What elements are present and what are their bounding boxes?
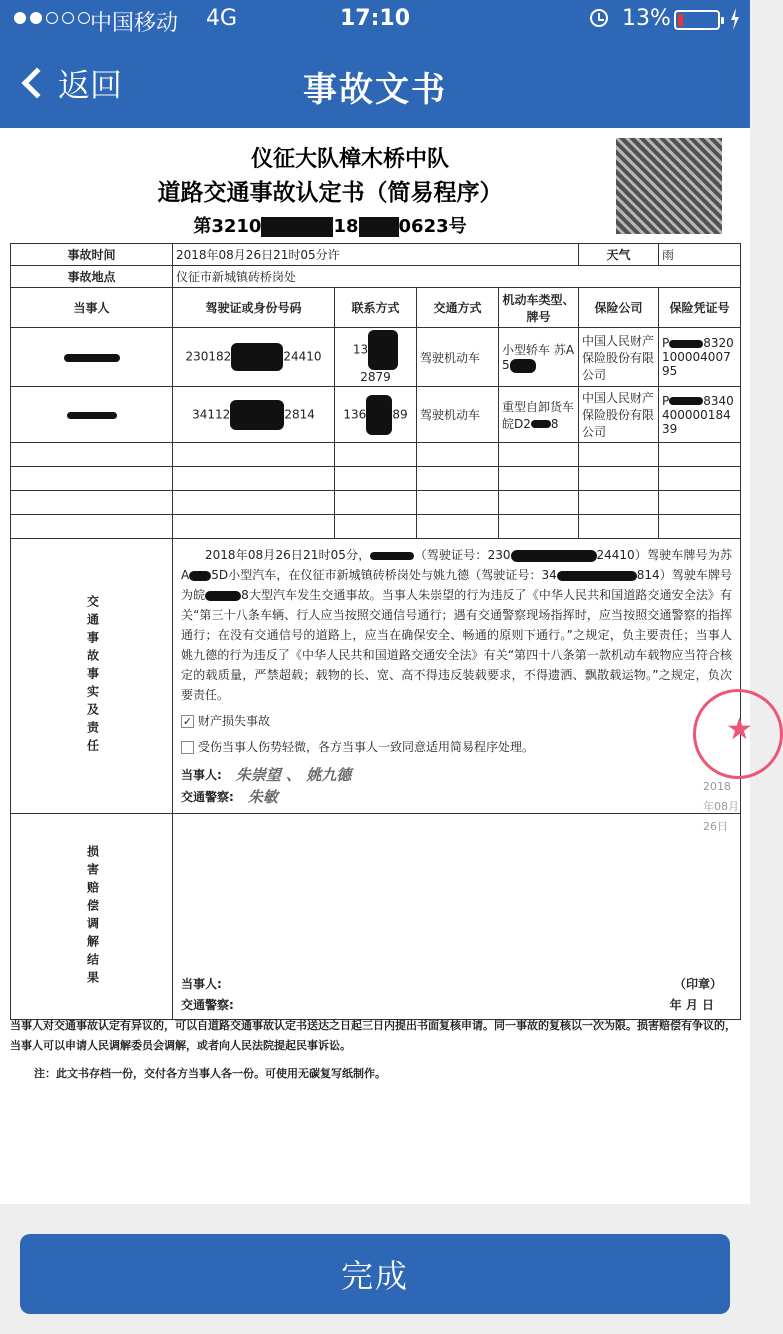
star-icon: ★	[726, 712, 753, 747]
accident-document	[0, 128, 753, 1204]
label-accident-time: 事故时间	[11, 244, 173, 266]
top-bar	[0, 0, 750, 128]
document-number: 第3210 18 0623号	[193, 216, 467, 237]
party-signature: 朱崇望 、 姚九德	[235, 766, 352, 784]
accident-place-value: 仪征市新城镇砖桥岗处	[173, 266, 741, 288]
party-name	[11, 328, 173, 387]
header-policy: 保险凭证号	[659, 288, 741, 328]
battery-icon	[674, 10, 720, 30]
charging-icon	[730, 8, 740, 30]
network-type: 4G	[206, 6, 238, 31]
party-license: 34112 2814	[173, 387, 335, 443]
facts-paragraph: 2018年08月26日21时05分， （驾驶证号：230 24410）驾驶车牌号为苏A 5D小型汽车，在仪征市新城镇砖桥岗处与姚九德（驾驶证号：34 814）驾驶车牌号为皖 8大型汽车发生交通事故。当事人朱崇望的行为违反了《中华人民共和国道路交通安全法》有关“第三十八条车辆、行人应当按照交通信号通行；遇有交通警察现场指挥时，应当按照交通警察的指挥通行；在没有交通信号的道路上，应当在确保安全、畅通的原则下通行。”之规定，负主要责任；当事人姚九德的行为违反了《中华人民共和国道路交通安全法》有关“第四十八条第一款机动车载物应当符合核定的载质量，严禁超载；载物的长、宽、高不得违反装载要求，不得遗洒、飘散载运物。”之规定，负次要责任。	[181, 548, 732, 702]
party-vehicle: 重型自卸货车 皖D2 8	[499, 387, 579, 443]
label-accident-place: 事故地点	[11, 266, 173, 288]
battery-percent: 13%	[622, 6, 671, 31]
party-name	[11, 387, 173, 443]
page-title: 事故文书	[303, 70, 447, 110]
label-weather: 天气	[579, 244, 659, 266]
status-bar	[0, 0, 750, 40]
table-row	[11, 515, 741, 539]
seal-date: 2018年08月26日	[703, 780, 739, 833]
table-row	[11, 443, 741, 467]
document-header	[0, 128, 750, 240]
clock: 17:10	[339, 6, 411, 31]
facts-content	[173, 539, 753, 833]
compensation-content: 当事人: （印章） 交通警察: 年 月 日	[173, 814, 741, 1020]
header-mode: 交通方式	[417, 288, 499, 328]
party-mode: 驾驶机动车	[417, 328, 499, 387]
header-party: 当事人	[11, 288, 173, 328]
header-license: 驾驶证或身份号码	[173, 288, 335, 328]
party-policy: P 834040000018439	[659, 387, 741, 443]
document-title: 道路交通事故认定书（简易程序）	[157, 180, 503, 206]
qr-code-icon	[616, 138, 722, 234]
party-policy: P 832010000400795	[659, 328, 741, 387]
nav-bar	[0, 40, 750, 128]
alarm-icon	[590, 9, 608, 27]
checkbox-property-loss[interactable]: ✓ 财产损失事故	[182, 714, 271, 728]
checkbox-minor-injury[interactable]: 受伤当事人伤势轻微，各方当事人一致同意适用简易程序处理。	[181, 737, 732, 757]
header-vehicle: 机动车类型、牌号	[499, 288, 579, 328]
party-vehicle: 小型轿车 苏A 5	[499, 328, 579, 387]
checkbox-empty-icon	[181, 741, 194, 754]
table-row	[11, 467, 741, 491]
header-contact: 联系方式	[335, 288, 417, 328]
police-signature: 朱敏	[247, 788, 278, 806]
party-contact: 136 89	[335, 387, 417, 443]
police-signature-line: 交通警察: 朱敏	[181, 788, 278, 806]
archive-note: 注：此文书存档一份，交付各方当事人各一份。可使用无碳复写纸制作。	[34, 1067, 386, 1080]
checkmark-icon: ✓	[182, 714, 193, 728]
document-unit: 仪征大队樟木桥中队	[250, 147, 449, 172]
party-insurer: 中国人民财产保险股份有限公司	[579, 387, 659, 443]
party-insurer: 中国人民财产保险股份有限公司	[579, 328, 659, 387]
accident-form-table	[10, 243, 753, 1020]
legal-notice: 当事人对交通事故认定有异议的，可以自道路交通事故认定书送达之日起三日内提出书面复核申请。同一事故的复核以一次为限。损害赔偿有争议的，当事人可以申请人民调解委员会调解，或者向人民法院提起民事诉讼。	[10, 1019, 736, 1052]
official-seal	[693, 689, 783, 779]
party-mode: 驾驶机动车	[417, 387, 499, 443]
carrier-name: 中国移动	[90, 11, 179, 36]
table-row	[11, 491, 741, 515]
label-facts: 交通事故事实及责任	[11, 539, 173, 814]
label-compensation: 损害赔偿调解结果	[11, 814, 173, 1020]
party-signature-line: 当事人: 朱崇望 、 姚九德	[181, 766, 352, 784]
done-button[interactable]: 完成	[20, 1234, 730, 1314]
table-row	[11, 387, 741, 443]
table-row	[11, 328, 741, 387]
accident-time-value: 2018年08月26日21时05分许	[173, 244, 579, 266]
weather-value: 雨	[659, 244, 741, 266]
back-label: 返回	[58, 66, 123, 104]
header-insurer: 保险公司	[579, 288, 659, 328]
party-contact: 132879	[335, 328, 417, 387]
party-license: 230182 24410	[173, 328, 335, 387]
